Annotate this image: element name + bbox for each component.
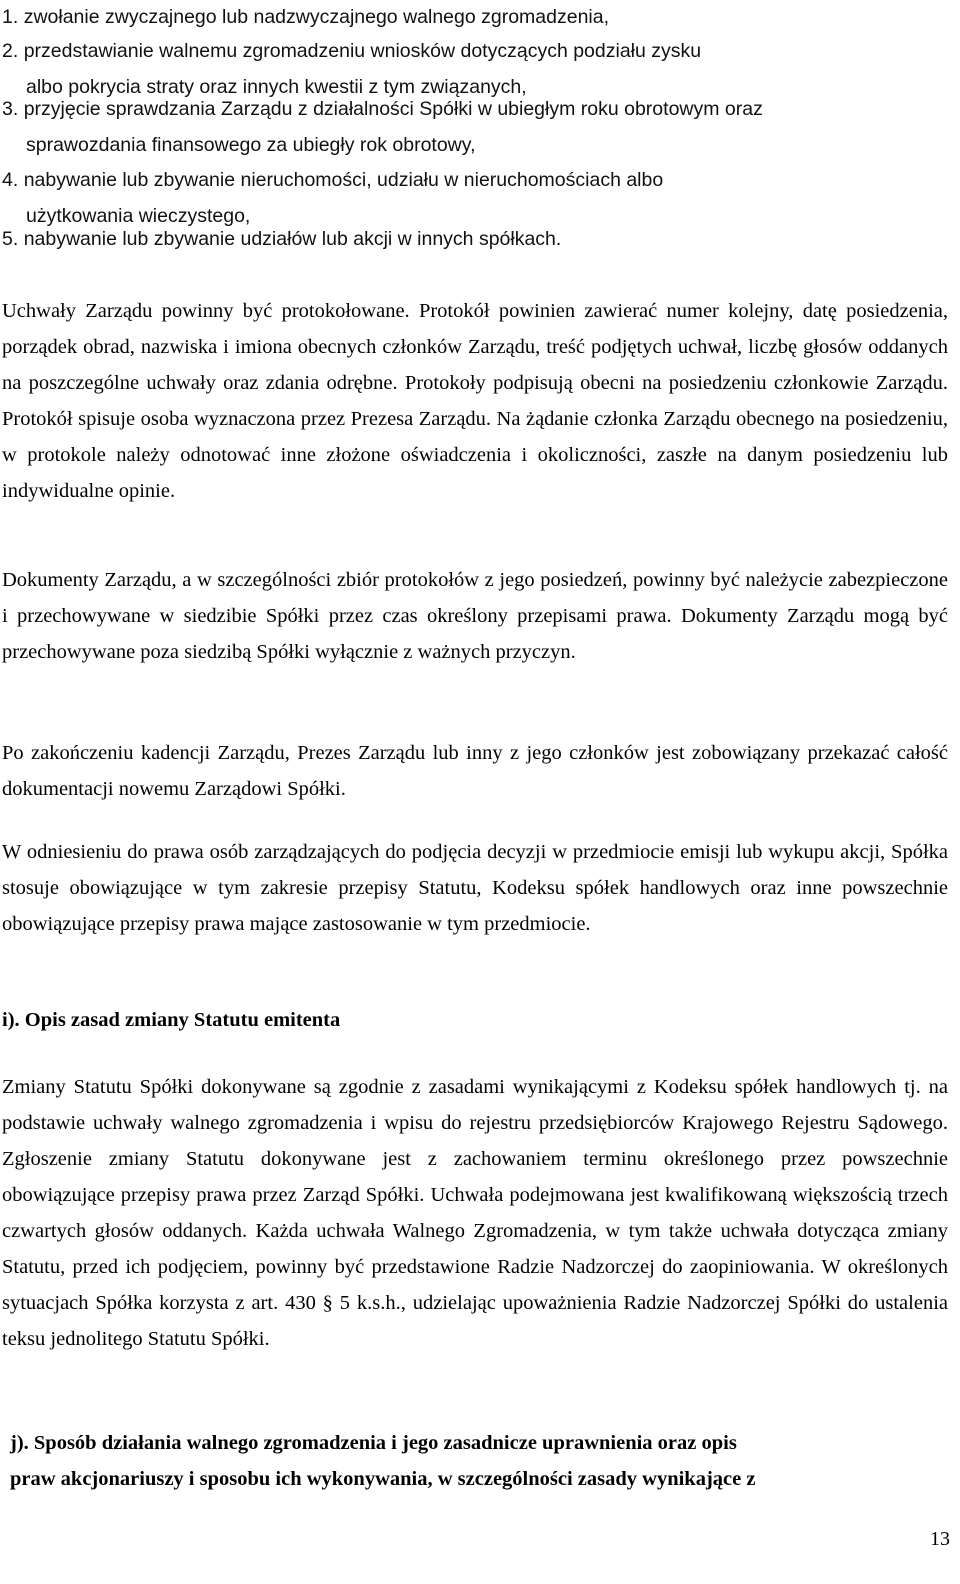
section-heading-j-line1: j). Sposób działania walnego zgromadzenia i jego zasadnicze uprawnienia oraz opis	[10, 1432, 737, 1454]
list-item-text: przedstawianie walnemu zgromadzeniu wniosków dotyczących podziału zysku	[23, 40, 702, 62]
paragraph-managing-persons: W odniesieniu do prawa osób zarządzających do podjęcia decyzji w przedmiocie emisji lub wykupu akcji, Spółka stosuje obowiązujące w tym zakresie przepisy Statutu, Kodeksu spółek handlowych oraz inne powszechnie obowiązujące przepisy prawa mające zastosowanie w tym przedmiocie.	[2, 841, 948, 935]
list-item	[2, 92, 952, 163]
list-item-number: 3.	[2, 98, 19, 120]
page-number: 13	[930, 1528, 950, 1550]
section-heading-j	[10, 1425, 945, 1497]
paragraph-term-end: Po zakończeniu kadencji Zarządu, Prezes Zarządu lub inny z jego członków jest zobowiązany przekazać całość dokumentacji nowemu Zarządowi Spółki.	[2, 742, 948, 800]
paragraph-statute-changes: Zmiany Statutu Spółki dokonywane są zgodnie z zasadami wynikającymi z Kodeksu spółek handlowych tj. na podstawie uchwały walnego zgromadzenia i wpisu do rejestru przedsiębiorców Krajowego Rejestru Sądowego. Zgłoszenie zmiany Statutu dokonywane jest z zachowaniem terminu określonego przez powszechnie obowiązujące przepisy prawa przez Zarząd Spółki. Uchwała podejmowana jest kwalifikowaną większością trzech czwartych głosów oddanych. Każda uchwała Walnego Zgromadzenia, w tym także uchwała dotycząca zmiany Statutu, przed ich podjęciem, powinny być przedstawione Radzie Nadzorczej do zaopiniowania. W określonych sytuacjach Spółka korzysta z art. 430 § 5 k.s.h., udzielając upoważnienia Radzie Nadzorczej Spółki do ustalenia teksu jednolitego Statutu Spółki.	[2, 1076, 948, 1350]
list-item-number: 2.	[2, 40, 19, 62]
list-item-text: zwołanie zwyczajnego lub nadzwyczajnego walnego zgromadzenia,	[23, 6, 610, 28]
paragraph-documents: Dokumenty Zarządu, a w szczególności zbiór protokołów z jego posiedzeń, powinny być należycie zabezpieczone i przechowywane w siedzibie Spółki przez czas określony przepisami prawa. Dokumenty Zarządu mogą być przechowywane poza siedzibą Spółki wyłącznie z ważnych przyczyn.	[2, 569, 948, 663]
list-item-text: przyjęcie sprawdzania Zarządu z działalności Spółki w ubiegłym roku obrotowym oraz	[23, 98, 763, 120]
section-heading-j-line2: praw akcjonariuszy i sposobu ich wykonywania, w szczególności zasady wynikające z	[10, 1468, 756, 1490]
list-item	[2, 222, 952, 258]
section-heading-i: i). Opis zasad zmiany Statutu emitenta	[2, 1009, 341, 1031]
list-item-text-continued: użytkowania wieczystego,	[26, 204, 251, 227]
list-item-text-continued: albo pokrycia straty oraz innych kwestii z tym związanych,	[26, 75, 527, 98]
list-item	[2, 0, 952, 36]
list-item-text: nabywanie lub zbywanie udziałów lub akcji w innych spółkach.	[23, 228, 562, 250]
list-item-text: nabywanie lub zbywanie nieruchomości, udziału w nieruchomościach albo	[23, 169, 664, 191]
list-item-text-continued: sprawozdania finansowego za ubiegły rok obrotowy,	[26, 133, 476, 156]
list-item-number: 5.	[2, 228, 19, 250]
list-item-number: 1.	[2, 6, 19, 28]
list-item-number: 4.	[2, 169, 19, 191]
paragraph-protocols: Uchwały Zarządu powinny być protokołowane. Protokół powinien zawierać numer kolejny, datę posiedzenia, porządek obrad, nazwiska i imiona obecnych członków Zarządu, treść podjętych uchwał, liczbę głosów oddanych na poszczególne uchwały oraz zdania odrębne. Protokoły podpisują obecni na posiedzeniu członkowie Zarządu. Protokół spisuje osoba wyznaczona przez Prezesa Zarządu. Na żądanie członka Zarządu obecnego na posiedzeniu, w protokole należy odnotować inne złożone oświadczenia i okoliczności, zaszłe na danym posiedzeniu lub indywidualne opinie.	[2, 300, 948, 502]
